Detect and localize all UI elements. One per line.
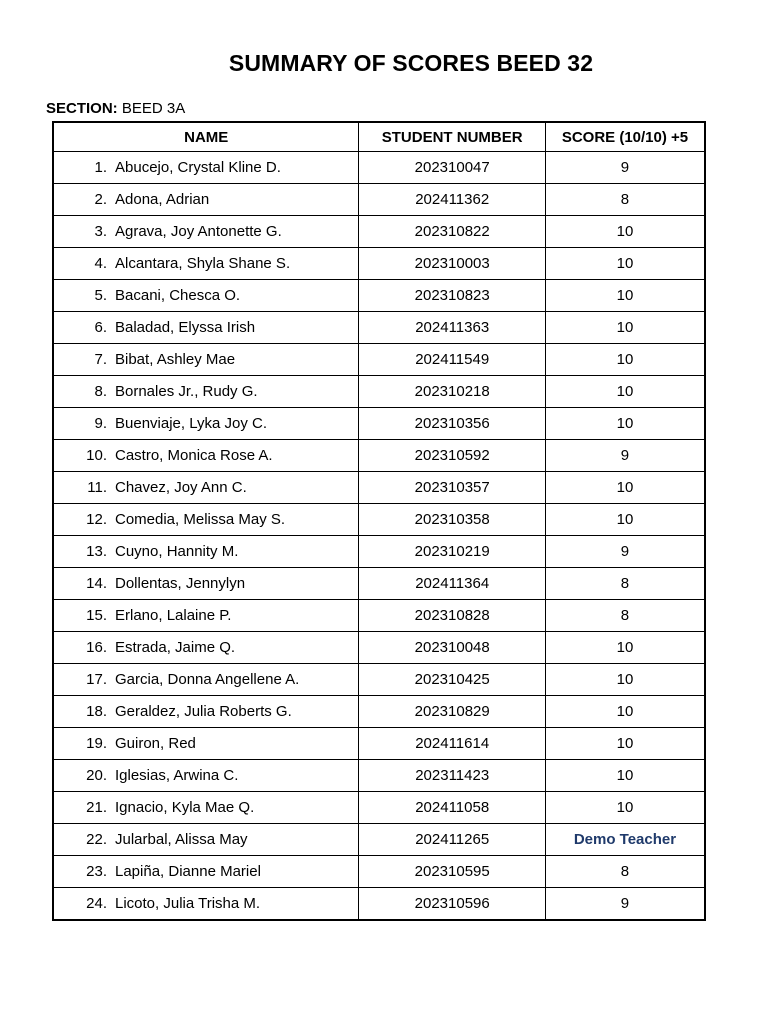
table-row — [53, 600, 705, 632]
score-cell: 9 — [545, 152, 705, 184]
student-name: Garcia, Donna Angellene A. — [115, 671, 300, 688]
score-cell: 10 — [545, 760, 705, 792]
student-name-cell — [53, 376, 359, 408]
student-name-cell — [53, 888, 359, 921]
row-index: 2. — [94, 191, 107, 208]
student-name-cell — [53, 312, 359, 344]
score-cell: 10 — [545, 504, 705, 536]
row-index: 16. — [86, 639, 107, 656]
row-index: 18. — [86, 703, 107, 720]
student-number-cell: 202310592 — [359, 440, 545, 472]
row-index: 17. — [86, 671, 107, 688]
score-cell: 8 — [545, 568, 705, 600]
student-name: Buenviaje, Lyka Joy C. — [115, 415, 268, 432]
row-index: 9. — [94, 415, 107, 432]
student-name-cell — [53, 568, 359, 600]
student-number-cell: 202411058 — [359, 792, 545, 824]
student-name-cell — [53, 824, 359, 856]
student-name: Abucejo, Crystal Kline D. — [115, 159, 281, 176]
table-row — [53, 888, 705, 921]
student-name-cell — [53, 536, 359, 568]
header-row — [53, 122, 705, 152]
student-name: Cuyno, Hannity M. — [115, 543, 239, 560]
student-name: Castro, Monica Rose A. — [115, 447, 273, 464]
student-number-cell: 202310218 — [359, 376, 545, 408]
student-name-cell — [53, 248, 359, 280]
student-name: Alcantara, Shyla Shane S. — [115, 255, 291, 272]
table-row — [53, 152, 705, 184]
header-student-number: STUDENT NUMBER — [359, 122, 545, 152]
section-label: SECTION: — [46, 100, 118, 117]
student-name-cell — [53, 632, 359, 664]
score-cell: 8 — [545, 600, 705, 632]
student-number-cell: 202310219 — [359, 536, 545, 568]
student-name: Bacani, Chesca O. — [115, 287, 241, 304]
row-index: 14. — [86, 575, 107, 592]
table-row — [53, 632, 705, 664]
table-row — [53, 696, 705, 728]
table-row — [53, 760, 705, 792]
student-name-cell — [53, 664, 359, 696]
student-name: Chavez, Joy Ann C. — [115, 479, 247, 496]
table-row — [53, 504, 705, 536]
table-row — [53, 568, 705, 600]
table-row — [53, 792, 705, 824]
table-row — [53, 664, 705, 696]
row-index: 8. — [94, 383, 107, 400]
student-name-cell — [53, 760, 359, 792]
student-number-cell: 202310829 — [359, 696, 545, 728]
row-index: 7. — [94, 351, 107, 368]
student-name: Ignacio, Kyla Mae Q. — [115, 799, 255, 816]
score-cell: 9 — [545, 888, 705, 921]
section-line — [46, 100, 185, 117]
table-row — [53, 344, 705, 376]
student-name: Adona, Adrian — [115, 191, 210, 208]
score-cell: 10 — [545, 472, 705, 504]
table-row — [53, 472, 705, 504]
student-number-cell: 202411614 — [359, 728, 545, 760]
student-number-cell: 202310358 — [359, 504, 545, 536]
student-name-cell — [53, 216, 359, 248]
page-title: SUMMARY OF SCORES BEED 32 — [228, 50, 594, 76]
row-index: 20. — [86, 767, 107, 784]
row-index: 4. — [94, 255, 107, 272]
row-index: 21. — [86, 799, 107, 816]
score-cell: 8 — [545, 856, 705, 888]
student-name: Licoto, Julia Trisha M. — [115, 895, 261, 912]
row-index: 13. — [86, 543, 107, 560]
student-number-cell: 202310356 — [359, 408, 545, 440]
scores-table — [52, 121, 706, 921]
student-name: Estrada, Jaime Q. — [115, 639, 236, 656]
score-cell: 9 — [545, 536, 705, 568]
student-name-cell — [53, 440, 359, 472]
student-name-cell — [53, 152, 359, 184]
student-name-cell — [53, 696, 359, 728]
student-name-cell — [53, 184, 359, 216]
student-name-cell — [53, 408, 359, 440]
score-cell: 10 — [545, 728, 705, 760]
student-name-cell — [53, 504, 359, 536]
table-row — [53, 440, 705, 472]
student-number-cell: 202411362 — [359, 184, 545, 216]
table-row — [53, 376, 705, 408]
score-cell: 10 — [545, 792, 705, 824]
row-index: 6. — [94, 319, 107, 336]
student-number-cell: 202310595 — [359, 856, 545, 888]
student-name: Bibat, Ashley Mae — [115, 351, 236, 368]
student-number-cell: 202310357 — [359, 472, 545, 504]
row-index: 23. — [86, 863, 107, 880]
student-name-cell — [53, 792, 359, 824]
row-index: 24. — [86, 895, 107, 912]
row-index: 12. — [86, 511, 107, 528]
student-name: Lapiña, Dianne Mariel — [115, 863, 261, 880]
student-number-cell: 202310822 — [359, 216, 545, 248]
score-cell: 10 — [545, 280, 705, 312]
score-cell: 10 — [545, 632, 705, 664]
student-name-cell — [53, 344, 359, 376]
row-index: 15. — [86, 607, 107, 624]
student-number-cell: 202310828 — [359, 600, 545, 632]
student-number-cell: 202411364 — [359, 568, 545, 600]
section-value: BEED 3A — [121, 100, 186, 117]
student-number-cell: 202411363 — [359, 312, 545, 344]
student-number-cell: 202310425 — [359, 664, 545, 696]
table-row — [53, 824, 705, 856]
row-index: 1. — [94, 159, 107, 176]
score-cell: 8 — [545, 184, 705, 216]
score-cell: 10 — [545, 664, 705, 696]
student-number-cell: 202310596 — [359, 888, 545, 921]
score-cell: 10 — [545, 248, 705, 280]
student-number-cell: 202310048 — [359, 632, 545, 664]
score-cell: 10 — [545, 696, 705, 728]
table-row — [53, 408, 705, 440]
header-name: NAME — [53, 122, 359, 152]
student-name: Dollentas, Jennylyn — [115, 575, 246, 592]
score-cell: 10 — [545, 312, 705, 344]
row-index: 19. — [86, 735, 107, 752]
student-name: Agrava, Joy Antonette G. — [115, 223, 282, 240]
header-score: SCORE (10/10) +5 — [545, 122, 705, 152]
table-row — [53, 280, 705, 312]
student-name: Iglesias, Arwina C. — [115, 767, 239, 784]
student-number-cell: 202311423 — [359, 760, 545, 792]
table-row — [53, 216, 705, 248]
student-number-cell: 202310003 — [359, 248, 545, 280]
student-name: Comedia, Melissa May S. — [115, 511, 286, 528]
score-cell: 10 — [545, 344, 705, 376]
student-name-cell — [53, 280, 359, 312]
row-index: 22. — [86, 831, 107, 848]
student-number-cell: 202310047 — [359, 152, 545, 184]
table-row — [53, 248, 705, 280]
table-row — [53, 728, 705, 760]
student-name-cell — [53, 856, 359, 888]
student-number-cell: 202411549 — [359, 344, 545, 376]
score-cell: 10 — [545, 216, 705, 248]
student-number-cell: 202310823 — [359, 280, 545, 312]
table-row — [53, 312, 705, 344]
table-row — [53, 856, 705, 888]
student-number-cell: 202411265 — [359, 824, 545, 856]
row-index: 5. — [94, 287, 107, 304]
row-index: 11. — [87, 479, 107, 496]
student-name: Guiron, Red — [115, 735, 196, 752]
score-cell: 9 — [545, 440, 705, 472]
score-cell: 10 — [545, 376, 705, 408]
student-name: Bornales Jr., Rudy G. — [115, 383, 258, 400]
student-name-cell — [53, 600, 359, 632]
score-cell: Demo Teacher — [545, 824, 705, 856]
table-row — [53, 536, 705, 568]
row-index: 3. — [94, 223, 107, 240]
student-name: Erlano, Lalaine P. — [115, 607, 232, 624]
score-cell: 10 — [545, 408, 705, 440]
student-name: Geraldez, Julia Roberts G. — [115, 703, 292, 720]
student-name: Baladad, Elyssa Irish — [115, 319, 256, 336]
student-name: Jularbal, Alissa May — [115, 831, 248, 848]
row-index: 10. — [86, 447, 107, 464]
table-row — [53, 184, 705, 216]
student-name-cell — [53, 472, 359, 504]
student-name-cell — [53, 728, 359, 760]
